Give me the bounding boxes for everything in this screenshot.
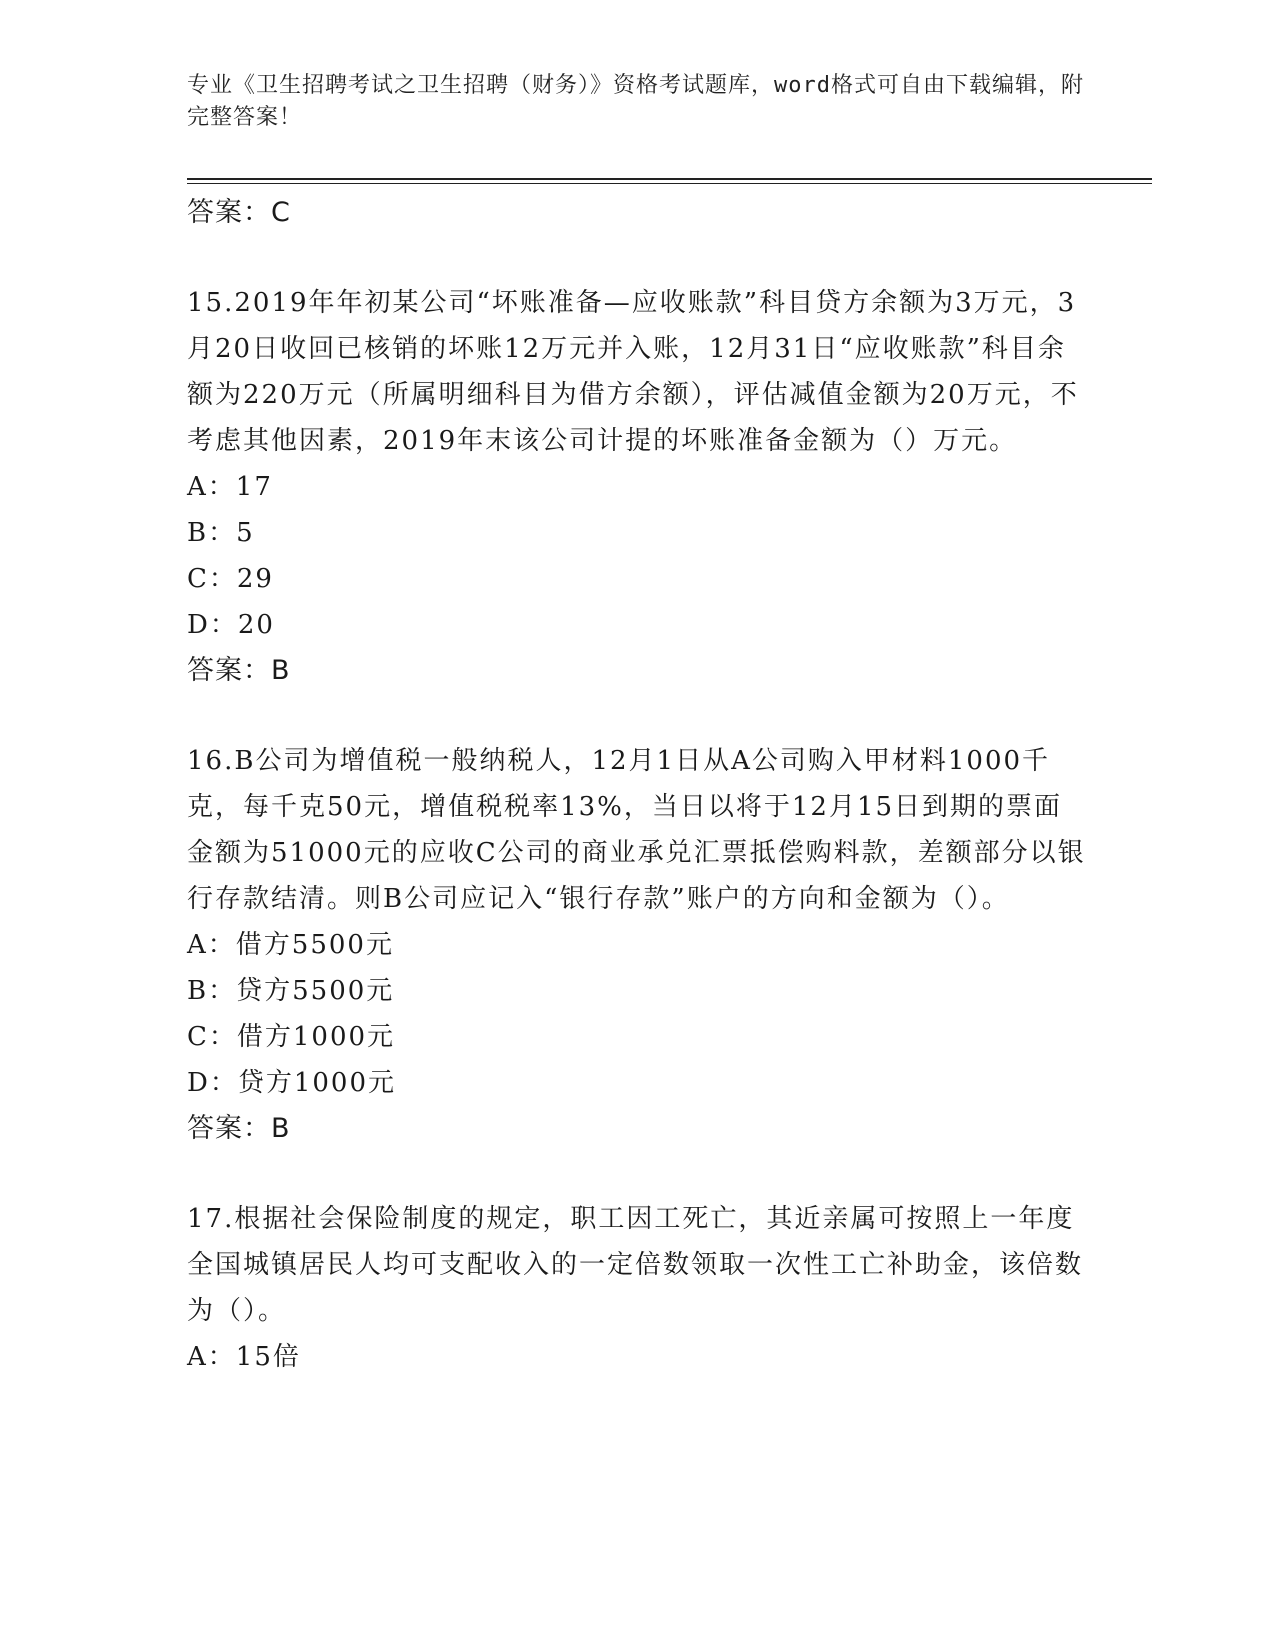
option-b: B：贷方5500元: [187, 976, 395, 1006]
question-17: [187, 1196, 1087, 1380]
option-b: B：5: [187, 518, 255, 548]
answer-line: 答案：B: [187, 1113, 291, 1144]
question-stem: 17.根据社会保险制度的规定，职工因工死亡，其近亲属可按照上一年度全国城镇居民人均可支配收入的一定倍数领取一次性工亡补助金，该倍数为（）。: [187, 1204, 1084, 1326]
option-c: C：借方1000元: [187, 1022, 396, 1052]
option-a: A：借方5500元: [187, 930, 394, 960]
option-a: A：15倍: [187, 1342, 301, 1372]
answer-line: 答案：B: [187, 655, 291, 686]
question-15: [187, 280, 1087, 694]
question-stem: 16.B公司为增值税一般纳税人，12月1日从A公司购入甲材料1000千克，每千克50元，增值税税率13%，当日以将于12月15日到期的票面金额为51000元的应收C公司的商业承兑汇票抵偿购料款，差额部分以银行存款结清。则B公司应记入“银行存款”账户的方向和金额为（）。: [187, 746, 1086, 914]
question-stem: 15.2019年年初某公司“坏账准备—应收账款”科目贷方余额为3万元，3月20日收回已核销的坏账12万元并入账，12月31日“应收账款”科目余额为220万元（所属明细科目为借方余额），评估减值金额为20万元，不考虑其他因素，2019年末该公司计提的坏账准备金额为（）万元。: [187, 288, 1079, 456]
option-d: D：20: [187, 610, 275, 640]
option-d: D：贷方1000元: [187, 1068, 397, 1098]
header-divider-thin: [187, 183, 1152, 184]
document-header: 专业《卫生招聘考试之卫生招聘（财务）》资格考试题库，word格式可自由下载编辑，附完整答案！: [187, 73, 1084, 130]
header-divider: [187, 178, 1152, 180]
answer-line: 答案：C: [187, 197, 291, 228]
document-body: [187, 190, 1087, 1380]
question-16: [187, 738, 1087, 1152]
option-a: A：17: [187, 472, 273, 502]
option-c: C：29: [187, 564, 274, 594]
